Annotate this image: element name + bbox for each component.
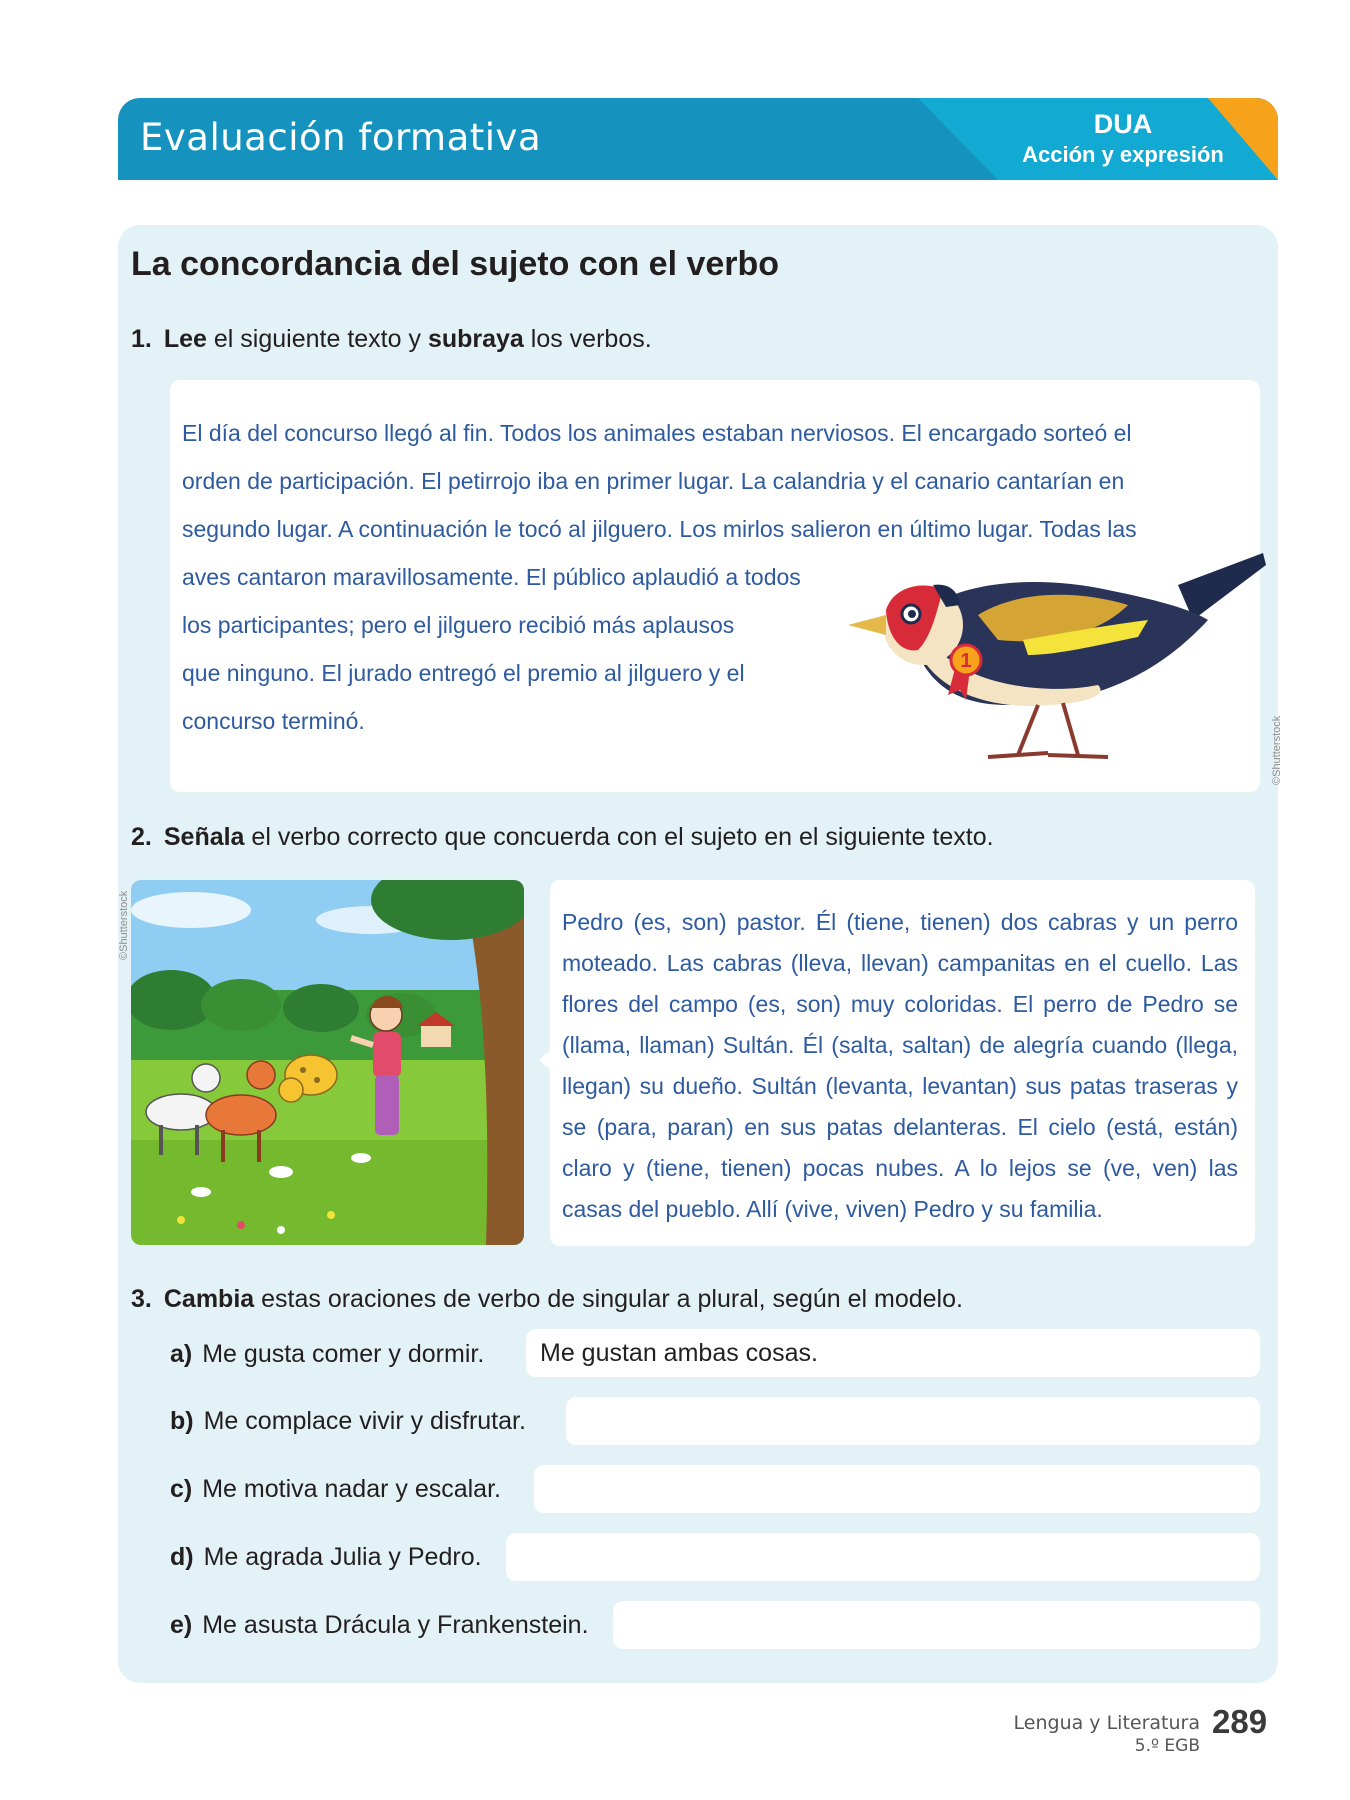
exercise-item xyxy=(170,1475,501,1504)
question-1 xyxy=(131,325,652,354)
question-keyword: subraya xyxy=(427,325,524,353)
item-text: Me complace vivir y disfrutar. xyxy=(203,1407,526,1435)
dua-sublabel: Acción y expresión xyxy=(1022,142,1224,167)
question-number: 1. xyxy=(131,325,152,353)
exercise-text: Pedro (es, son) pastor. Él (tiene, tienen) dos cabras y un perro moteado. Las cabras (lleva, llevan) campanitas en el cuello. Las flores del campo (es, son) muy coloridas. El perro de Pedro se (llama, llaman) Sultán. Él (salta, saltan) de alegría cuando (llega, llegan) su dueño. Sultán (levanta, levantan) sus patas traseras y se (para, paran) en sus patas delanteras. El cielo (está, están) claro y (tiene, tienen) pocas nubes. A lo lejos se (ve, ven) las casas del pueblo. Allí (vive, viven) Pedro y su familia. xyxy=(562,909,1238,1222)
exercise-text-card xyxy=(550,880,1255,1246)
reading-line: segundo lugar. A continuación le tocó al jilguero. Los mirlos salieron en último lugar. Todas las xyxy=(182,516,1137,542)
photo-credit: ©Shutterstock xyxy=(118,890,130,960)
question-2 xyxy=(131,823,994,852)
item-letter: a) xyxy=(170,1340,193,1368)
reading-line: que ninguno. El jurado entregó el premio al jilguero y el xyxy=(182,660,745,686)
exercise-item xyxy=(170,1611,589,1640)
answer-field[interactable] xyxy=(526,1329,1260,1377)
medal-number: 1 xyxy=(960,650,972,672)
shepherd-scene-illustration xyxy=(131,880,524,1245)
question-keyword: Señala xyxy=(163,823,245,851)
exercise-panel xyxy=(118,225,1278,1683)
answer-field[interactable] xyxy=(613,1601,1260,1649)
footer-subject: Lengua y Literatura xyxy=(1013,1712,1200,1734)
item-text: Me motiva nadar y escalar. xyxy=(202,1475,501,1503)
answer-field[interactable] xyxy=(506,1533,1260,1581)
question-keyword: Cambia xyxy=(163,1285,255,1313)
item-letter: b) xyxy=(170,1407,194,1435)
reading-line: El día del concurso llegó al fin. Todos los animales estaban nerviosos. El encargado sorteó el xyxy=(182,420,1132,446)
goldfinch-illustration xyxy=(848,545,1268,770)
question-number: 2. xyxy=(131,823,152,851)
photo-credit: ©Shutterstock xyxy=(1271,715,1283,785)
answer-field[interactable] xyxy=(534,1465,1260,1513)
banner-title: Evaluación formativa xyxy=(140,116,542,159)
page-number: 289 xyxy=(1212,1703,1268,1740)
item-text: Me gusta comer y dormir. xyxy=(202,1340,485,1368)
exercise-item xyxy=(170,1340,484,1369)
reading-line: concurso terminó. xyxy=(182,708,365,734)
question-keyword: Lee xyxy=(163,325,207,353)
dua-label: DUA xyxy=(1093,109,1153,139)
item-text: Me agrada Julia y Pedro. xyxy=(203,1543,482,1571)
reading-line: los participantes; pero el jilguero recibió más aplausos xyxy=(182,612,735,638)
exercise-item xyxy=(170,1543,482,1572)
reading-line: aves cantaron maravillosamente. El público aplaudió a todos xyxy=(182,564,801,590)
item-letter: e) xyxy=(170,1611,193,1639)
answer-field[interactable] xyxy=(566,1397,1260,1445)
answer-text: Me gustan ambas cosas. xyxy=(540,1339,818,1367)
item-letter: d) xyxy=(170,1543,194,1571)
reading-line: orden de participación. El petirrojo iba en primer lugar. La calandria y el canario cantarían en xyxy=(182,468,1125,494)
pointer-arrow-icon xyxy=(539,1048,553,1072)
footer-grade: 5.º EGB xyxy=(1134,1736,1200,1756)
question-number: 3. xyxy=(131,1285,152,1313)
question-text: estas oraciones de verbo de singular a plural, según el modelo. xyxy=(261,1285,963,1313)
question-text: los verbos. xyxy=(530,325,652,353)
item-letter: c) xyxy=(170,1475,193,1503)
question-3 xyxy=(131,1285,963,1314)
exercise-item xyxy=(170,1407,526,1436)
item-text: Me asusta Drácula y Frankenstein. xyxy=(202,1611,589,1639)
question-text: el verbo correcto que concuerda con el sujeto en el siguiente texto. xyxy=(251,823,994,851)
question-text: el siguiente texto y xyxy=(213,325,421,353)
header-banner xyxy=(118,98,1278,180)
section-title: La concordancia del sujeto con el verbo xyxy=(131,245,780,283)
